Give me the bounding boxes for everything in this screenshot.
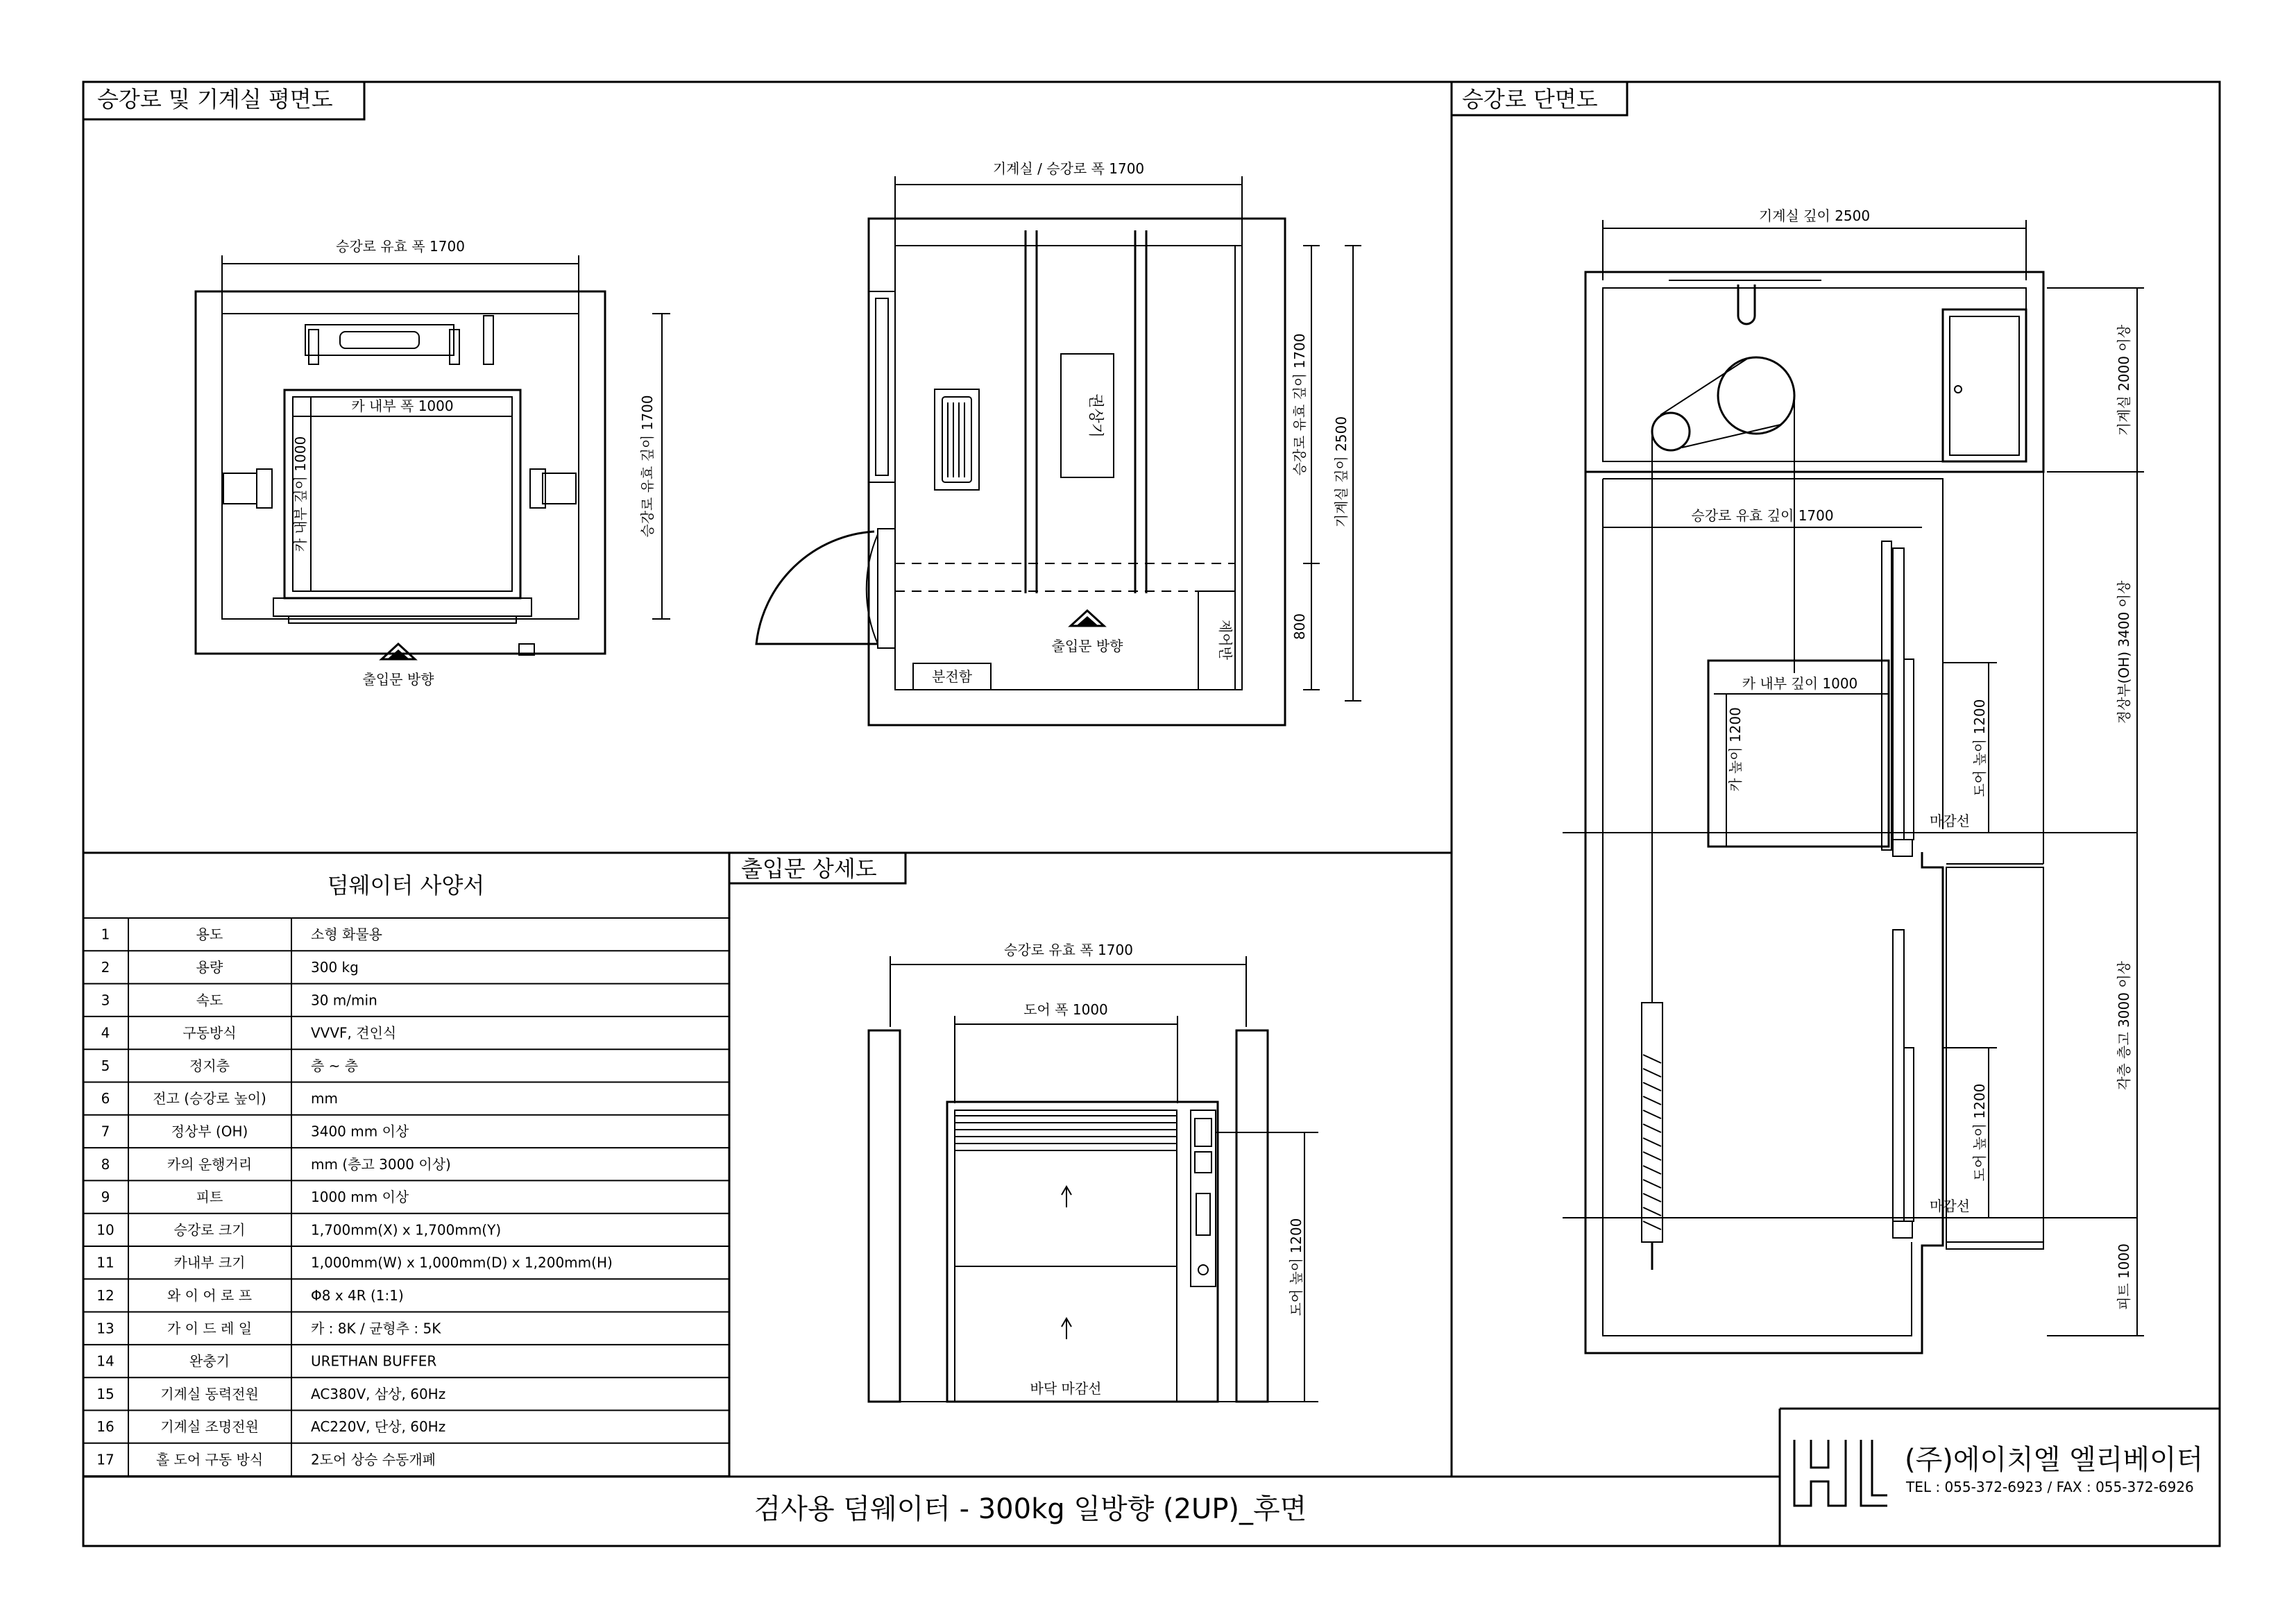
plan-section-title: 승강로 및 기계실 평면도 bbox=[97, 86, 333, 112]
spec-row-number: 7 bbox=[101, 1123, 110, 1140]
company-contact: TEL : 055-372-6923 / FAX : 055-372-6926 bbox=[1906, 1479, 2194, 1495]
spec-row-value: 소형 화물용 bbox=[311, 926, 382, 943]
plan-entrance-dir-label-2: 출입문 방향 bbox=[1051, 638, 1123, 654]
spec-row-item: 카의 운행거리 bbox=[167, 1155, 253, 1173]
spec-row-value: 1,700mm(X) x 1,700mm(Y) bbox=[311, 1221, 502, 1239]
plan-panel-label: 분전함 bbox=[932, 668, 972, 685]
spec-row-number: 15 bbox=[96, 1385, 114, 1402]
spec-row-number: 10 bbox=[96, 1221, 114, 1239]
plan-dim-800: 800 bbox=[1291, 613, 1308, 640]
plan-hoist-machine-label: 권상기 bbox=[1087, 393, 1104, 438]
spec-row-item: 피트 bbox=[196, 1189, 223, 1206]
plan-control-panel-label: 제어반 bbox=[1217, 620, 1234, 660]
spec-row-item: 카내부 크기 bbox=[173, 1254, 246, 1271]
plan-mr-width-label: 기계실 / 승강로 폭 1700 bbox=[992, 160, 1145, 177]
sec-mr-height-label: 기계실 2000 이상 bbox=[2116, 324, 2132, 436]
door-width-label: 도어 폭 1000 bbox=[1023, 1001, 1108, 1018]
spec-row-number: 6 bbox=[101, 1090, 110, 1107]
door-detail-view bbox=[869, 942, 1318, 1402]
spec-row-item: 전고 (승강로 높이) bbox=[153, 1090, 266, 1107]
tab-section bbox=[1452, 82, 1627, 115]
spec-table bbox=[83, 872, 729, 1477]
drawing-title: 검사용 덤웨이터 - 300kg 일방향 (2UP)_후면 bbox=[754, 1493, 1307, 1525]
section-view-title: 승강로 단면도 bbox=[1462, 86, 1598, 112]
door-up-arrow-icon-2 bbox=[1062, 1318, 1071, 1339]
spec-row-value: AC380V, 삼상, 60Hz bbox=[311, 1385, 446, 1402]
tab-plan bbox=[83, 82, 364, 119]
spec-row-item: 기계실 동력전원 bbox=[160, 1385, 259, 1402]
logo-text: HL bbox=[1827, 1497, 1837, 1505]
spec-row-number: 14 bbox=[96, 1352, 114, 1370]
traction-sheave bbox=[1718, 357, 1794, 434]
sec-finish-line-top: 마감선 bbox=[1930, 813, 1970, 829]
spec-row-value: 300 kg bbox=[311, 958, 359, 976]
spec-row-value: VVVF, 견인식 bbox=[311, 1024, 397, 1042]
spec-table-title: 덤웨이터 사양서 bbox=[327, 872, 485, 899]
door-up-arrow-icon bbox=[1062, 1187, 1071, 1207]
spec-row-number: 3 bbox=[101, 992, 110, 1009]
tab-door bbox=[729, 853, 905, 883]
spec-row-number: 16 bbox=[96, 1418, 114, 1436]
spec-row-value: 30 m/min bbox=[311, 992, 377, 1009]
spec-row-item: 정상부 (OH) bbox=[171, 1123, 248, 1140]
spec-row-number: 11 bbox=[96, 1254, 114, 1271]
company-logo bbox=[1794, 1440, 1887, 1506]
sec-pit-label: 피트 1000 bbox=[2116, 1243, 2132, 1310]
spec-row-value: mm (층고 3000 이상) bbox=[311, 1155, 451, 1173]
deflector-sheave bbox=[1652, 413, 1690, 450]
plan-mr-depth-2500: 기계실 깊이 2500 bbox=[1333, 416, 1350, 528]
door-floor-line-label: 바닥 마감선 bbox=[1030, 1380, 1102, 1397]
hoistway-plan-view bbox=[196, 238, 670, 688]
plan-car-width-label: 카 내부 폭 1000 bbox=[351, 398, 454, 414]
door-height-label: 도어 높이 1200 bbox=[1288, 1218, 1304, 1316]
spec-row-number: 13 bbox=[96, 1320, 114, 1337]
company-name: (주)에이치엘 엘리베이터 bbox=[1905, 1444, 2204, 1476]
spec-row-item: 가 이 드 레 일 bbox=[167, 1320, 253, 1337]
plan-hoistway-depth-label: 승강로 유효 깊이 1700 bbox=[639, 395, 656, 538]
spec-row-number: 2 bbox=[101, 958, 110, 976]
mr-control-cabinet bbox=[1943, 309, 2026, 461]
spec-row-value: 1000 mm 이상 bbox=[311, 1189, 409, 1206]
spec-row-item: 기계실 조명전원 bbox=[160, 1418, 259, 1436]
sec-floor-height-label: 각층 층고 3000 이상 bbox=[2116, 961, 2132, 1090]
spec-row-item: 구동방식 bbox=[182, 1024, 237, 1042]
plan-hoistway-width-label: 승강로 유효 폭 1700 bbox=[336, 238, 465, 255]
machine-room-plan-view bbox=[756, 160, 1361, 725]
plan-car-depth-label: 카 내부 깊이 1000 bbox=[292, 436, 309, 552]
spec-row-item: 용도 bbox=[196, 926, 223, 943]
plan-entrance-dir-label: 출입문 방향 bbox=[362, 671, 434, 688]
sec-car-height-label: 카 높이 1200 bbox=[1727, 707, 1744, 792]
spec-row-item: 홀 도어 구동 방식 bbox=[155, 1451, 264, 1468]
spec-row-item: 완충기 bbox=[189, 1352, 230, 1370]
spec-row-item: 승강로 크기 bbox=[173, 1221, 246, 1239]
spec-row-value: Φ8 x 4R (1:1) bbox=[311, 1286, 404, 1304]
sec-door-height-top: 도어 높이 1200 bbox=[1971, 699, 1988, 797]
sec-car-depth-label: 카 내부 깊이 1000 bbox=[1742, 675, 1858, 692]
spec-row-value: 2도어 상승 수동개폐 bbox=[311, 1451, 436, 1468]
spec-row-value: 1,000mm(W) x 1,000mm(D) x 1,200mm(H) bbox=[311, 1254, 613, 1271]
spec-row-number: 1 bbox=[101, 926, 110, 943]
spec-row-number: 17 bbox=[96, 1451, 114, 1468]
spec-row-value: URETHAN BUFFER bbox=[311, 1352, 437, 1370]
door-detail-title: 출입문 상세도 bbox=[741, 856, 877, 882]
spec-row-value: mm bbox=[311, 1090, 338, 1107]
sec-finish-line-bottom: 마감선 bbox=[1930, 1198, 1970, 1214]
spec-row-number: 8 bbox=[101, 1155, 110, 1173]
spec-row-item: 와 이 어 로 프 bbox=[167, 1286, 253, 1304]
sec-door-height-bottom: 도어 높이 1200 bbox=[1971, 1083, 1988, 1182]
counterweight bbox=[1642, 1003, 1663, 1242]
spec-row-value: 카 : 8K / 균형추 : 5K bbox=[311, 1320, 441, 1337]
sec-mr-depth-label: 기계실 깊이 2500 bbox=[1758, 207, 1871, 224]
spec-row-number: 5 bbox=[101, 1057, 110, 1074]
door-hoistway-width-label: 승강로 유효 폭 1700 bbox=[1004, 942, 1133, 958]
spec-row-number: 12 bbox=[96, 1286, 114, 1304]
spec-row-item: 용량 bbox=[196, 958, 223, 976]
spec-row-number: 4 bbox=[101, 1024, 110, 1042]
spec-row-item: 정지층 bbox=[189, 1057, 230, 1074]
hoistway-section-view bbox=[1563, 207, 2144, 1353]
spec-row-value: 3400 mm 이상 bbox=[311, 1123, 409, 1140]
spec-row-item: 속도 bbox=[196, 992, 223, 1009]
sec-overhead-label: 정상부(OH) 3400 이상 bbox=[2116, 580, 2132, 724]
sec-hoistway-depth-label: 승강로 유효 깊이 1700 bbox=[1691, 507, 1834, 524]
spec-row-number: 9 bbox=[101, 1189, 110, 1206]
plan-hoistway-depth-1700: 승강로 유효 깊이 1700 bbox=[1291, 333, 1308, 476]
spec-row-value: 층 ~ 층 bbox=[311, 1057, 359, 1074]
spec-row-value: AC220V, 단상, 60Hz bbox=[311, 1418, 446, 1436]
machine-heatsink bbox=[935, 389, 979, 490]
